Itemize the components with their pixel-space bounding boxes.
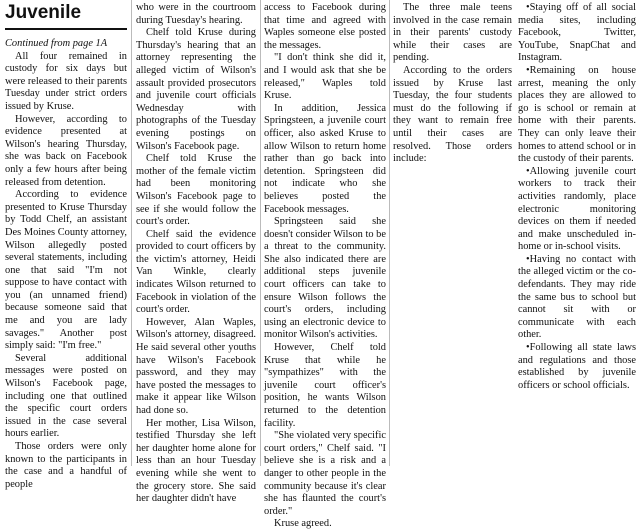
column-5 [518, 2, 636, 464]
paragraph: However, Chelf told Kruse that while he "sympathizes" with the juvenile court officer's position, he wants Wilson returned to the detention facility. [264, 342, 386, 429]
paragraph: Chelf told Kruse during Thursday's hearing that an attorney representing the alleged victim of Wilson's assault provided prosecutors and juvenile court officials Wednesday with photographs of the Tuesday evening postings on Wilson's Facebook page. [136, 27, 256, 152]
paragraph: However, Alan Waples, Wilson's attorney, disagreed. He said several other youths have Wilson's Facebook password, and they may have posted the messages to make it appear like Wilson had done so. [136, 316, 256, 416]
order-item: •Following all state laws and regulations and those established by juvenile officers or school officials. [518, 342, 636, 391]
paragraph: access to Facebook during that time and agreed with Waples someone else posted the messages. [264, 2, 386, 51]
column-4 [393, 2, 512, 464]
paragraph: Kruse agreed. [274, 518, 332, 530]
paragraph: Chelf said the evidence provided to court officers by the victim's attorney, Heidi Van Winkle, clearly indicates Wilson returned to Facebook in violation of the court's order. [136, 228, 256, 316]
paragraph: Her mother, Lisa Wilson, testified Thursday she left her daughter home alone for less than an hour Tuesday evening while she went to the grocery store. She said her daughter didn't have [136, 417, 256, 505]
order-item: •Having no contact with the alleged victim or the co-defendants. They may ride the same bus to school but cannot sit with or communicate with each other. [518, 253, 636, 341]
column-3 [264, 2, 386, 530]
paragraph: All four remained in custody for six days but were released to their parents Tuesday under strict orders issued by Kruse. [5, 50, 127, 112]
column-2 [136, 2, 256, 505]
section-title: Juvenile [5, 2, 82, 23]
paragraph: Those orders were only known to the participants in the case and a handful of people [5, 441, 127, 490]
order-item: •Remaining on house arrest, meaning the only places they are allowed to go is school or remain at home with their parents. They can only leave their homes to attend school or in the custody of their parents. [518, 64, 636, 165]
section-title-rule [5, 28, 127, 30]
paragraph: However, according to evidence presented at Wilson's hearing Thursday, she was back on Facebook only a few hours after being released from detention. [5, 113, 127, 188]
paragraph: In addition, Jessica Springsteen, a juvenile court officer, also asked Kruse to allow Wilson to return home rather than go back into detention. Springsteen did not indicate who she believes posted the Facebook messages. [264, 102, 386, 215]
paragraph: Springsteen said she doesn't consider Wilson to be a threat to the community. She also indicated there are additional steps juvenile court officers can take to ensure Wilson follows the court's orders, including using an electronic device to monitor Wilson's activities. [264, 216, 386, 341]
column-1 [5, 2, 127, 490]
paragraph: who were in the courtroom during Tuesday's hearing. [136, 2, 256, 26]
paragraph: Several additional messages were posted on Wilson's Facebook page, including one that outlined the specific court orders issued in the case several hours earlier. [5, 352, 127, 440]
order-item: •Staying off of all social media sites, including Facebook, Twitter, YouTube, SnapChat and Instagram. [518, 2, 636, 64]
order-item: •Allowing juvenile court workers to track their activities randomly, place electronic monitoring devices on them if needed and make unscheduled in-home or in-school visits. [518, 165, 636, 253]
paragraph: Chelf told Kruse the mother of the female victim had been monitoring Wilson's Facebook page to see if she would follow the court's order. [136, 153, 256, 228]
paragraph: According to evidence presented to Kruse Thursday by Todd Chelf, an assistant Des Moines County attorney, Wilson allegedly posted several statements, including one that said "I'm not suppose to have contact with you (an unnamed friend) because someone said that me and you are lady savages." Another post simply said: "I'm free." [5, 189, 127, 352]
paragraph: "I don't think she did it, and I would ask that she be released," Waples told Kruse. [264, 52, 386, 102]
column-divider [260, 0, 261, 466]
paragraph: The three male teens involved in the case remain in their parents' custody while their cases are pending. [393, 2, 512, 64]
paragraph: "She violated very specific court orders," Chelf said. "I believe she is a risk and a danger to other people in the community because it's clear she has flaunted the court's order." [264, 430, 386, 517]
continued-line: Continued from page 1A [5, 38, 108, 49]
paragraph: According to the orders issued by Kruse last Tuesday, the four students must do the following if they want to remain free until their cases are resolved. Those orders include: [393, 64, 512, 165]
column-divider [131, 0, 132, 466]
column-divider [389, 0, 390, 466]
